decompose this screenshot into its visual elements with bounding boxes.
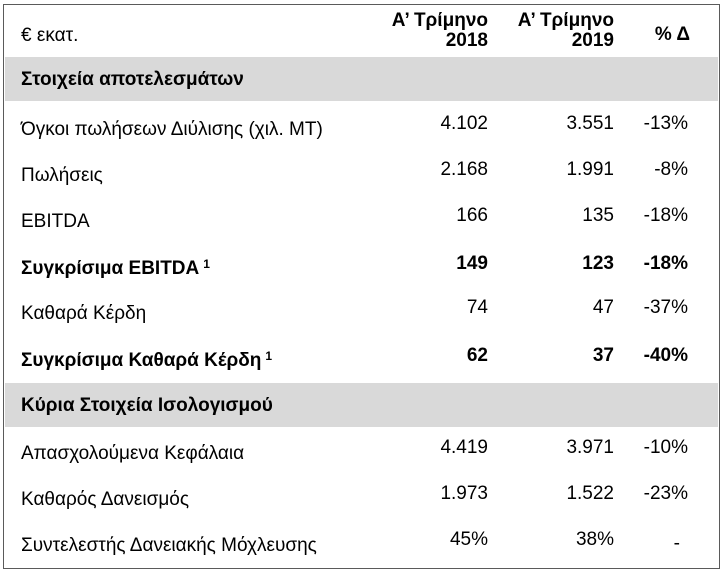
row-label: Συντελεστής Δανειακής Μόχλευσης bbox=[21, 535, 317, 556]
value-2018: 1.973 bbox=[440, 483, 488, 504]
value-2019: 135 bbox=[582, 205, 614, 226]
row-label: Όγκοι πωλήσεων Διύλισης (χιλ. ΜΤ) bbox=[21, 119, 323, 140]
value-change: -8% bbox=[654, 159, 688, 180]
value-change: - bbox=[673, 533, 680, 554]
table-row bbox=[5, 521, 718, 567]
row-label: Καθαρός Δανεισμός bbox=[21, 489, 190, 510]
value-change: -37% bbox=[643, 297, 688, 318]
value-change: -13% bbox=[643, 113, 688, 134]
col-change-header: % Δ bbox=[654, 24, 690, 45]
table-row bbox=[5, 475, 718, 521]
col-q1-2018-line1: Α’ Τρίμηνο bbox=[391, 10, 488, 31]
value-change: -18% bbox=[643, 253, 688, 274]
value-2019: 38% bbox=[575, 529, 614, 550]
table-row bbox=[5, 105, 718, 151]
value-2018: 74 bbox=[466, 297, 488, 318]
value-2018: 4.419 bbox=[440, 437, 488, 458]
value-2019: 1.522 bbox=[566, 483, 614, 504]
section-results bbox=[5, 57, 718, 101]
section-title: Κύρια Στοιχεία Ισολογισμού bbox=[21, 395, 273, 416]
row-label bbox=[21, 257, 210, 280]
value-change: -23% bbox=[643, 483, 688, 504]
table-row bbox=[5, 243, 718, 289]
table-row bbox=[5, 335, 718, 381]
value-change: -40% bbox=[643, 345, 688, 366]
value-change: -18% bbox=[643, 205, 688, 226]
value-2018: 4.102 bbox=[440, 113, 488, 134]
value-2019: 123 bbox=[582, 253, 614, 274]
table-row bbox=[5, 429, 718, 475]
footnote-mark: 1 bbox=[265, 349, 273, 363]
unit-label: € εκατ. bbox=[21, 25, 79, 46]
footnote-mark: 1 bbox=[203, 257, 210, 271]
value-2019: 1.991 bbox=[566, 159, 614, 180]
row-label: Καθαρά Κέρδη bbox=[21, 303, 147, 324]
financial-table bbox=[3, 4, 720, 569]
value-2019: 3.971 bbox=[566, 437, 614, 458]
col-q1-2018-header bbox=[392, 11, 488, 51]
row-label: Απασχολούμενα Κεφάλαια bbox=[21, 443, 245, 464]
table-row bbox=[5, 289, 718, 335]
value-2019: 3.551 bbox=[566, 113, 614, 134]
row-label: EBITDA bbox=[21, 211, 90, 232]
table-row bbox=[5, 151, 718, 197]
col-q1-2019-header bbox=[518, 11, 614, 51]
col-q1-2019-line2: 2019 bbox=[571, 30, 614, 51]
section-balance-sheet bbox=[5, 383, 718, 427]
table-row bbox=[5, 197, 718, 243]
col-q1-2018-line2: 2018 bbox=[445, 30, 488, 51]
value-2019: 47 bbox=[592, 297, 614, 318]
value-2019: 37 bbox=[592, 345, 614, 366]
value-2018: 2.168 bbox=[440, 159, 488, 180]
value-2018: 62 bbox=[466, 345, 488, 366]
row-label bbox=[21, 349, 272, 372]
col-q1-2019-line1: Α’ Τρίμηνο bbox=[517, 10, 614, 31]
section-title: Στοιχεία αποτελεσμάτων bbox=[21, 69, 244, 90]
table-header bbox=[5, 7, 718, 57]
value-2018: 45% bbox=[449, 529, 488, 550]
row-label: Πωλήσεις bbox=[21, 165, 103, 186]
value-change: -10% bbox=[643, 437, 688, 458]
value-2018: 149 bbox=[456, 253, 488, 274]
row-label-text: Συγκρίσιμα EBITDA bbox=[21, 258, 200, 279]
row-label-text: Συγκρίσιμα Καθαρά Κέρδη bbox=[21, 350, 262, 371]
value-2018: 166 bbox=[456, 205, 488, 226]
